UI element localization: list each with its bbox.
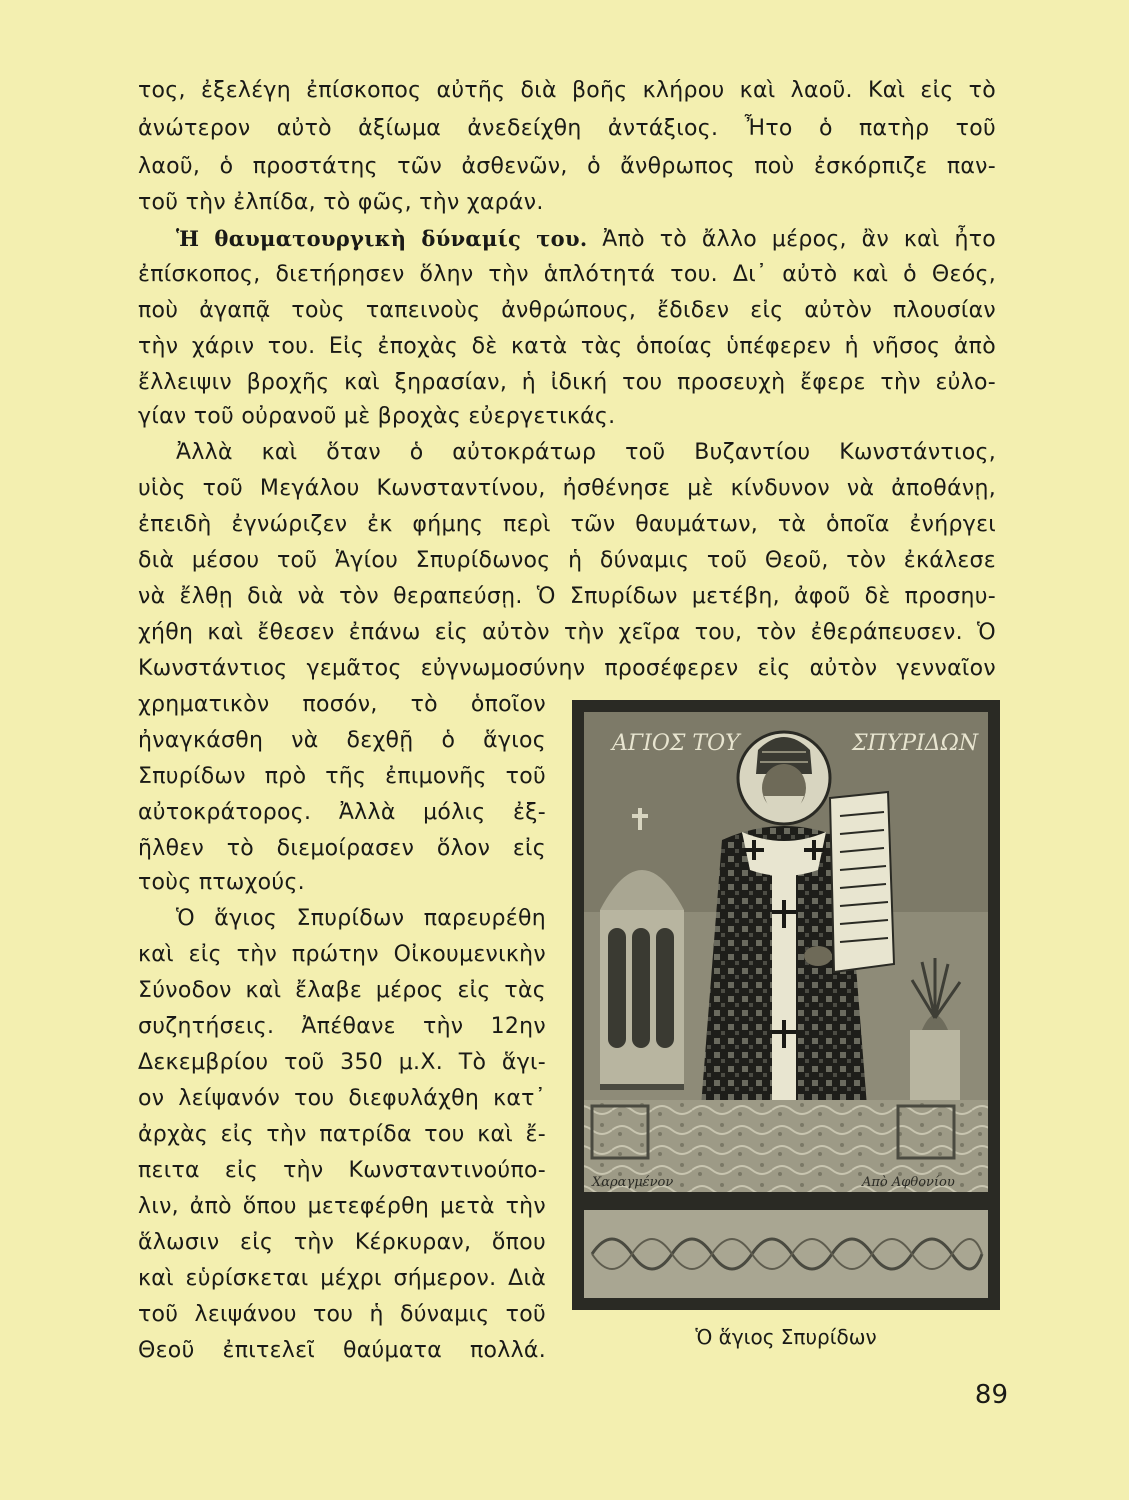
text-line: τὴν χάριν του. Εἰς ἐποχὰς δὲ κατὰ τὰς ὁποίας ὑπέφερεν ἡ νῆσος ἀπὸ — [138, 334, 996, 359]
text-line: λαοῦ, ὁ προστάτης τῶν ἀσθενῶν, ὁ ἄνθρωπος ποὺ ἐσκόρπιζε παν- — [138, 154, 996, 179]
text-line: ἀρχὰς εἰς τὴν πατρίδα του καὶ ἔ- — [138, 1122, 546, 1147]
icon-signature-right: Απὸ Αφθονίου — [862, 1175, 955, 1190]
text-line: ἠναγκάσθη νὰ δεχθῇ ὁ ἅγιος — [138, 728, 546, 753]
text-line: τοῦ τὴν ἐλπίδα, τὸ φῶς, τὴν χαράν. — [138, 190, 544, 215]
saint-icon-figure — [572, 700, 1000, 1310]
icon-signature-left: Χαραγμένον — [592, 1175, 674, 1190]
text-line: Κωνστάντιος γεμᾶτος εὐγνωμοσύνην προσέφερεν εἰς αὐτὸν γενναῖον — [138, 656, 996, 681]
text-line: νὰ ἔλθῃ διὰ νὰ τὸν θεραπεύσῃ. Ὁ Σπυρίδων μετέβη, ἀφοῦ δὲ προσηυ- — [138, 584, 996, 609]
text-line: διὰ μέσου τοῦ Ἁγίου Σπυρίδωνος ἡ δύναμις τοῦ Θεοῦ, τὸν ἐκάλεσε — [138, 548, 996, 573]
text-line: τοὺς πτωχούς. — [138, 870, 305, 895]
text-line: ἐπειδὴ ἐγνώριζεν ἐκ φήμης περὶ τῶν θαυμάτων, τὰ ὁποῖα ἐνήργει — [138, 512, 996, 537]
section-heading: Ἡ θαυματουργικὴ δύναμίς του. — [176, 226, 588, 251]
text-line: χρηματικὸν ποσόν, τὸ ὁποῖον — [138, 692, 546, 717]
text-line: συζητήσεις. Ἀπέθανε τὴν 12ην — [138, 1014, 546, 1039]
text-line: τος, ἐξελέγη ἐπίσκοπος αὐτῆς διὰ βοῆς κλήρου καὶ λαοῦ. Καὶ εἰς τὸ — [138, 78, 996, 103]
text-line: Σπυρίδων πρὸ τῆς ἐπιμονῆς τοῦ — [138, 764, 546, 789]
text-line: Ἀλλὰ καὶ ὅταν ὁ αὐτοκράτωρ τοῦ Βυζαντίου Κωνστάντιος, — [176, 440, 996, 465]
text-line: λιν, ἀπὸ ὅπου μετεφέρθη μετὰ τὴν — [138, 1194, 546, 1219]
paragraph-first-line — [176, 224, 996, 255]
text-line: γίαν τοῦ οὐρανοῦ μὲ βροχὰς εὐεργετικάς. — [138, 404, 616, 429]
text-line: Σύνοδον καὶ ἔλαβε μέρος εἰς τὰς — [138, 978, 546, 1003]
figure-caption: Ὁ ἅγιος Σπυρίδων — [695, 1325, 877, 1349]
text-line: υἱὸς τοῦ Μεγάλου Κωνσταντίνου, ἠσθένησε μὲ κίνδυνον νὰ ἀποθάνῃ, — [138, 476, 996, 501]
text-line: καὶ εὑρίσκεται μέχρι σήμερον. Διὰ — [138, 1266, 546, 1291]
text-line: ἔλλειψιν βροχῆς καὶ ξηρασίαν, ἡ ἰδική του προσευχὴ ἔφερε τὴν εὐλο- — [138, 370, 996, 395]
text-line: ῆλθεν τὸ διεμοίρασεν ὅλον εἰς — [138, 836, 546, 861]
text-line: Θεοῦ ἐπιτελεῖ θαύματα πολλά. — [138, 1338, 546, 1363]
text-line: πειτα εἰς τὴν Κωνσταντινούπο- — [138, 1158, 546, 1183]
text-line: τοῦ λειψάνου του ἡ δύναμις τοῦ — [138, 1302, 546, 1327]
text-span: Ἀπὸ τὸ ἄλλο μέρος, ἂν καὶ ἦτο — [602, 227, 996, 252]
text-line: ἀνώτερον αὐτὸ ἀξίωμα ἀνεδείχθη ἀντάξιος. Ἦτο ὁ πατὴρ τοῦ — [138, 116, 996, 141]
text-line: καὶ εἰς τὴν πρώτην Οἰκουμενικὴν — [138, 942, 546, 967]
text-line: ἅλωσιν εἰς τὴν Κέρκυραν, ὅπου — [138, 1230, 546, 1255]
icon-inscription-left: ΑΓΙΟΣ ΤΟΥ — [612, 731, 740, 756]
text-line: ποὺ ἀγαπᾷ τοὺς ταπεινοὺς ἀνθρώπους, ἔδιδεν εἰς αὐτὸν πλουσίαν — [138, 298, 996, 323]
saint-spyridon-icon — [572, 700, 1000, 1310]
text-line: Ὁ ἅγιος Σπυρίδων παρευρέθη — [176, 906, 546, 931]
text-line: ον λείψανόν του διεφυλάχθη κατ᾽ — [138, 1086, 546, 1111]
text-line: χήθη καὶ ἔθεσεν ἐπάνω εἰς αὐτὸν τὴν χεῖρα του, τὸν ἐθεράπευσεν. Ὁ — [138, 620, 996, 645]
text-line: Δεκεμβρίου τοῦ 350 μ.Χ. Τὸ ἅγι- — [138, 1050, 546, 1075]
text-line: ἐπίσκοπος, διετήρησεν ὅλην τὴν ἁπλότητά του. Δι᾽ αὐτὸ καὶ ὁ Θεός, — [138, 262, 996, 287]
page-number: 89 — [974, 1380, 1008, 1410]
text-line: αὐτοκράτορος. Ἀλλὰ μόλις ἐξ- — [138, 800, 546, 825]
icon-inscription-right: ΣΠΥΡΙΔΩΝ — [852, 731, 979, 756]
